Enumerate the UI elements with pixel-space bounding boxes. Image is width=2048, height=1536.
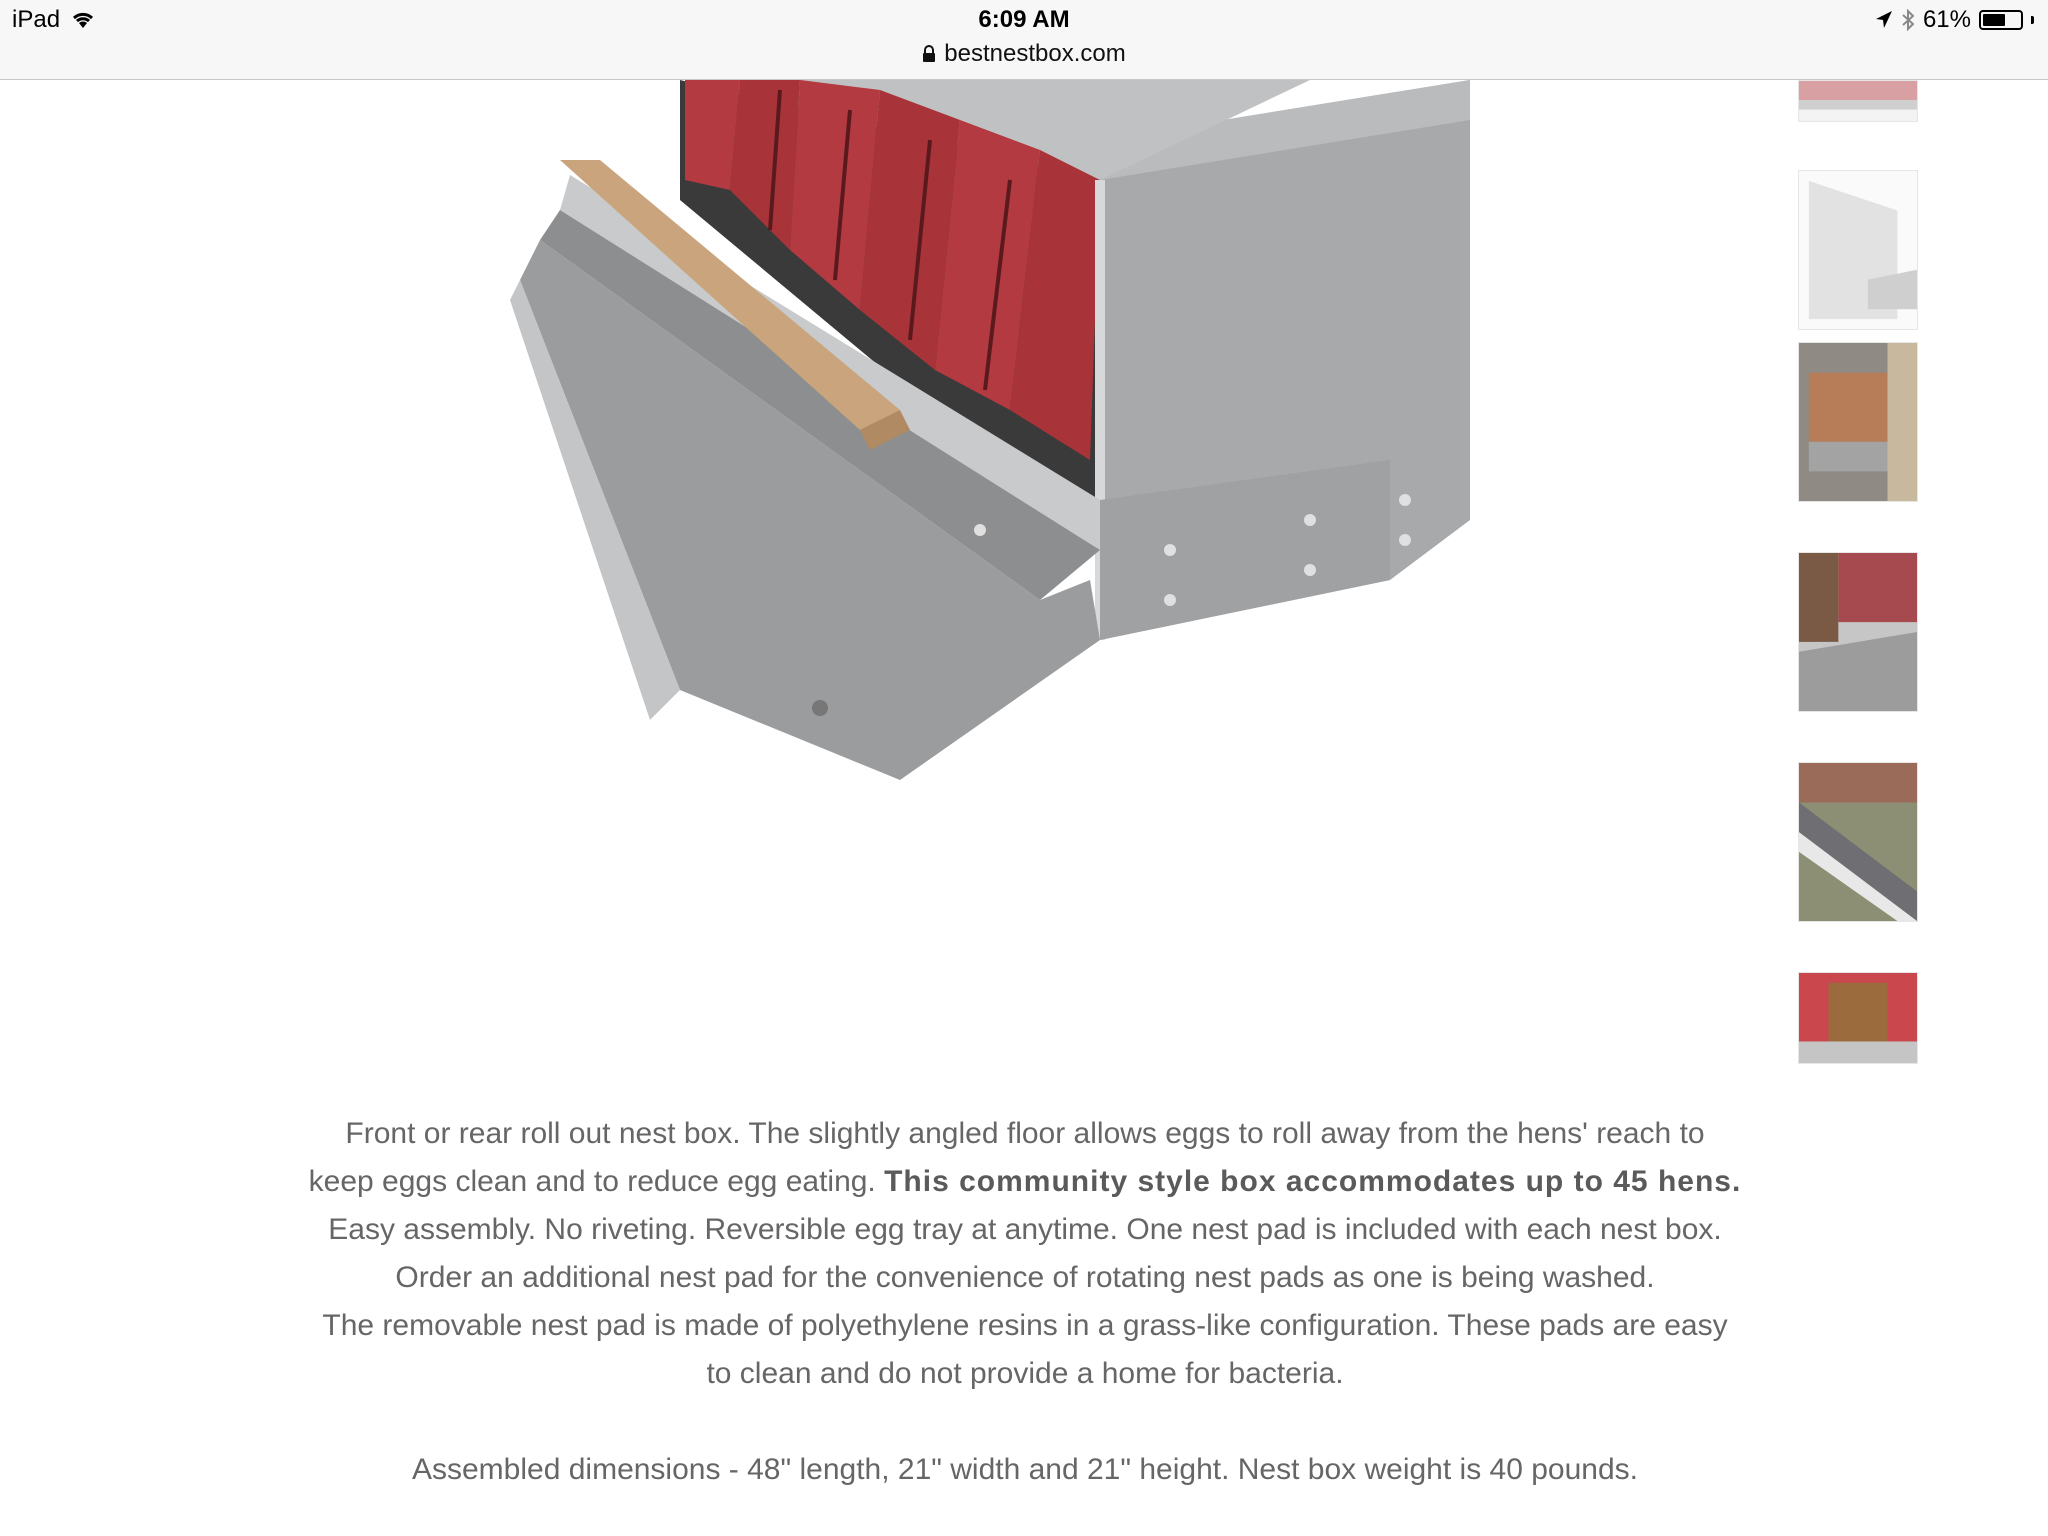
device-label: iPad <box>12 6 61 33</box>
thumbnail-5[interactable] <box>1798 762 1918 922</box>
thumbnail-3[interactable] <box>1798 342 1918 502</box>
url-text: bestnestbox.com <box>944 40 1126 67</box>
thumbnail-4[interactable] <box>1798 552 1918 712</box>
status-right <box>1875 6 2034 34</box>
description-line-4: Order an additional nest pad for the convenience of rotating nest pads as one is being washed. <box>395 1261 1655 1294</box>
thumbnail-6-image <box>1799 973 1917 1063</box>
thumbnail-6[interactable] <box>1798 972 1918 1064</box>
bluetooth-icon <box>1901 9 1915 31</box>
thumbnail-2-image <box>1799 171 1917 329</box>
description-line-2-text: keep eggs clean and to reduce egg eating. <box>308 1165 885 1198</box>
description-line-3: Easy assembly. No riveting. Reversible egg tray at anytime. One nest pad is included with each nest box. <box>328 1213 1722 1246</box>
battery-percent: 61% <box>1922 6 1971 33</box>
status-time: 6:09 AM <box>978 6 1070 33</box>
browser-top-bar <box>0 0 2048 80</box>
thumbnail-3-image <box>1799 343 1917 501</box>
dimensions-text: Assembled dimensions - 48" length, 21" width and 21" height. Nest box weight is 40 pounds. <box>411 1453 1638 1486</box>
description-line-5: The removable nest pad is made of polyethylene resins in a grass-like configuration. These pads are easy <box>322 1309 1728 1342</box>
address-bar[interactable] <box>0 40 2048 68</box>
capacity-highlight: This community style box accommodates up to 45 hens. <box>884 1165 1742 1198</box>
thumbnail-4-image <box>1799 553 1917 711</box>
thumbnail-1-image <box>1799 81 1917 121</box>
battery-tip <box>2031 16 2034 24</box>
battery-level <box>1983 14 2005 26</box>
battery-icon <box>1979 10 2023 30</box>
product-image[interactable] <box>480 80 1520 800</box>
description-line-6: to clean and do not provide a home for bacteria. <box>706 1357 1344 1390</box>
thumbnail-2[interactable] <box>1798 170 1918 330</box>
description-spacer <box>240 1398 1810 1446</box>
lock-icon <box>922 45 936 63</box>
nest-box-illustration <box>480 80 1520 800</box>
thumbnail-5-image <box>1799 763 1917 921</box>
location-arrow-icon <box>1875 10 1893 30</box>
product-description <box>240 1110 1810 1494</box>
description-line-1: Front or rear roll out nest box. The slightly angled floor allows eggs to roll away from the hens' reach to <box>345 1117 1705 1150</box>
thumbnail-1[interactable] <box>1798 80 1918 122</box>
description-line-2 <box>240 1158 1810 1206</box>
